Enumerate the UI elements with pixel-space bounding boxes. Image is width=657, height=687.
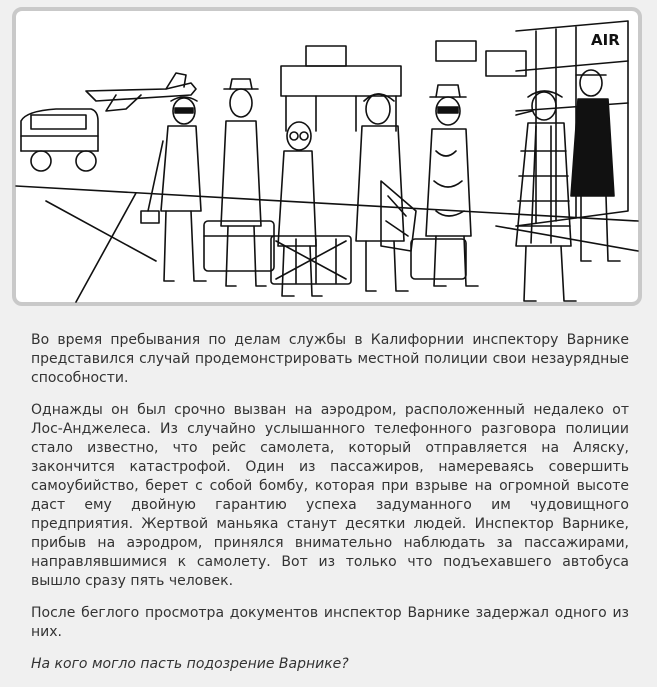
passenger-5 bbox=[411, 85, 478, 286]
story-paragraph-3: После беглого просмотра документов инспектор Варнике задержал одного из них. bbox=[31, 605, 629, 640]
passenger-1 bbox=[141, 97, 206, 281]
terminal-building bbox=[281, 41, 526, 131]
policeman bbox=[571, 70, 620, 261]
airport-passengers-illustration bbox=[16, 11, 638, 302]
story-paragraph-2: Однажды он был срочно вызван на аэродром, расположенный недалеко от Лос-Анджелеса. Из случайно услышанного телефонного разговора полиции стало известно, что рейс самолета, который отправляется на Аляску, закончится катастрофой. Один из пассажиров, намереваясь совершить самоубийство, берет с собой бомбу, которая при взрыве на огромной высоте даст ему двойную гарантию успеха задуманного им чудовищного предприятия. Жертвой маньяка станут десятки людей. Инспектор Варнике, прибыв на аэродром, принялся внимательно наблюдать за пассажирами, направлявшимися к самолету. Вот из только что подъехавшего автобуса вышло сразу пять человек. bbox=[31, 402, 629, 589]
car bbox=[21, 109, 98, 171]
story-question: На кого могло пасть подозрение Варнике? bbox=[31, 656, 349, 672]
passenger-2 bbox=[204, 79, 274, 286]
story-paragraph-1: Во время пребывания по делам службы в Калифорнии инспектору Варнике представился случай продемонстрировать местной полиции свои незаурядные способности. bbox=[31, 332, 629, 386]
story-text bbox=[31, 331, 629, 687]
inspector bbox=[516, 91, 576, 301]
illustration-frame bbox=[12, 7, 642, 306]
airplane bbox=[86, 73, 196, 111]
passenger-3 bbox=[271, 122, 351, 296]
air-sign: AIR bbox=[591, 31, 620, 49]
passenger-4 bbox=[356, 94, 416, 291]
